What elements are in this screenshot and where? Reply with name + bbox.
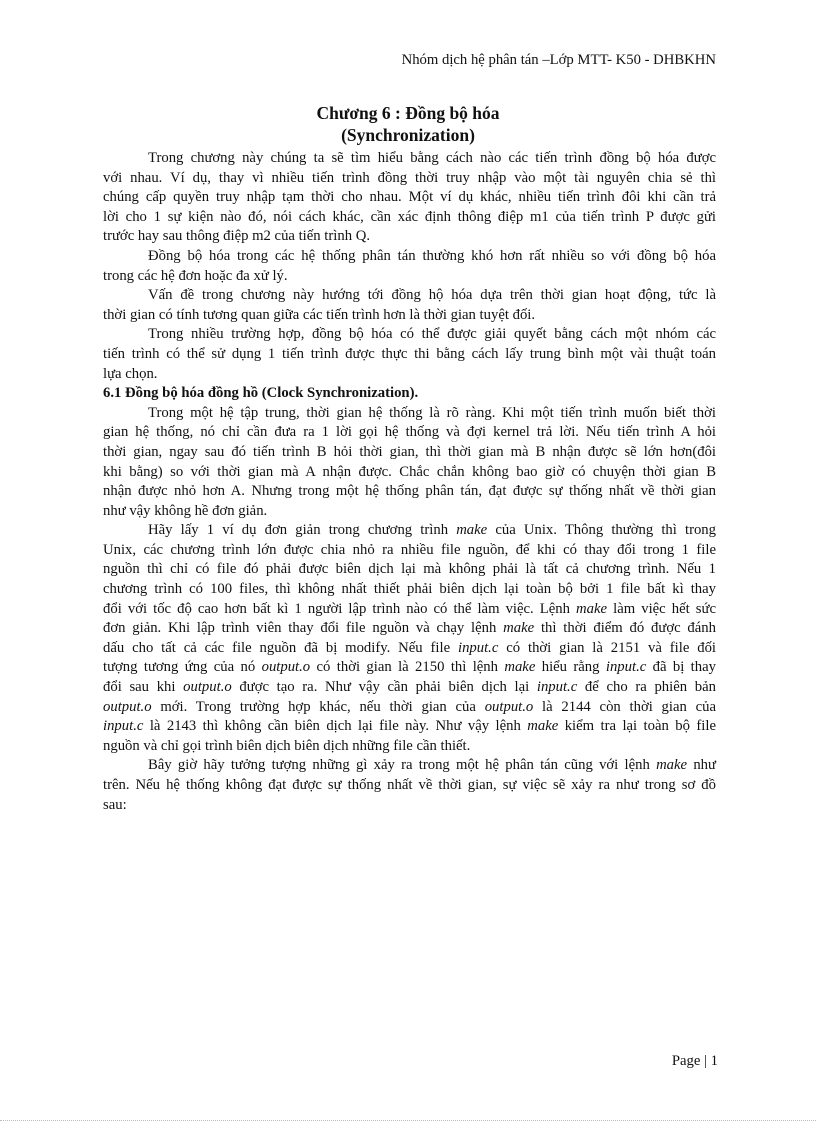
paragraph (103, 149, 716, 247)
text-line: Hãy lấy 1 ví dụ đơn giản trong chương trình make của Unix. Thông thường thì trong (148, 522, 716, 539)
italic-term: make (656, 757, 688, 774)
text-line: đổi sau khi output.o được tạo ra. Như vậy cần phải biên dịch lại input.c để cho ra phiên bản (103, 679, 716, 696)
italic-term: output.o (183, 679, 232, 696)
text-line: input.c là 2143 thì không cần biên dịch lại file này. Như vậy lệnh make kiểm tra lại toàn bộ file (103, 718, 716, 735)
text-line: chúng cấp quyền truy nhập tạm thời cho nhau. Một ví dụ khác, nhiều tiến trình đôi khi cần trả (103, 189, 716, 206)
paragraph (103, 286, 716, 325)
text-line: đổi với tốc độ cao hơn bất kì 1 người lập trình nào có thể làm việc. Lệnh make làm việc hết sức (103, 600, 716, 617)
chapter-title: Chương 6 : Đồng bộ hóa (316, 103, 500, 123)
text-line: Unix, các chương trình lớn được chia nhỏ ra nhiều file nguồn, để khi có thay đổi trong 1 file (103, 541, 716, 558)
paragraph (103, 756, 716, 815)
page-bottom-border (0, 1120, 816, 1121)
italic-term: make (456, 522, 488, 539)
section-heading: 6.1 Đồng bộ hóa đồng hồ (Clock Synchronization). (103, 385, 419, 402)
text-line: đơn giản. Khi lập trình viên thay đổi file nguồn và chạy lệnh make thì thời điểm đó được đánh (103, 620, 716, 637)
italic-term: input.c (457, 639, 499, 656)
text-line: dấu cho tất cả các file nguồn đã bị modify. Nếu file input.c có thời gian là 2151 và file đối (103, 639, 716, 656)
paragraph (103, 247, 716, 286)
text-line: output.o mới. Trong trường hợp khác, nếu thời gian của output.o là 2144 còn thời gian của (103, 698, 716, 715)
text-line: tiến trình có thể sử dụng 1 tiến trình được thực thi bằng cách lấy trung bình một vài thuật toán (103, 345, 716, 362)
italic-term: output.o (261, 659, 311, 676)
text-line: Trong một hệ tập trung, thời gian hệ thống là rõ ràng. Khi một tiến trình muốn biết thời (148, 404, 716, 421)
text-line: nhận được nhỏ hơn A. Nhưng trong một hệ thống phân tán, đạt được sự thống nhất về thời gian (103, 483, 716, 500)
text-line: tượng tương ứng của nó output.o có thời gian là 2150 thì lệnh make hiểu rằng input.c đã bị thay (103, 659, 716, 676)
italic-term: output.o (103, 698, 152, 715)
text-line: Đồng bộ hóa trong các hệ thống phân tán thường khó hơn rất nhiều so với đồng bộ hóa (148, 247, 716, 264)
text-line: chương trình có 100 files, thì không nhất thiết phải biên dịch lại toàn bộ bởi 1 file bất kì thay (103, 581, 716, 598)
italic-term: make (503, 620, 535, 637)
text-line: với nhau. Ví dụ, thay vì nhiều tiến trình đồng thời truy nhập vào một tài nguyên chia sẻ thì (103, 169, 716, 186)
text-line: như vậy không hề đơn giản. (103, 502, 268, 519)
text-line: Bây giờ hãy tưởng tượng những gì xảy ra trong một hệ phân tán cũng với lệnh make như (148, 757, 716, 774)
italic-term: make (576, 600, 608, 617)
text-line: lựa chọn. (103, 365, 158, 382)
text-line: trước hay sau thông điệp m2 của tiến trình Q. (103, 228, 370, 245)
text-line: Vấn đề trong chương này hướng tới đồng hộ hóa dựa trên thời gian hoạt động, tức là (148, 287, 716, 304)
italic-term: output.o (484, 698, 534, 715)
italic-term: input.c (605, 659, 647, 676)
italic-term: input.c (103, 718, 144, 735)
italic-term: input.c (536, 679, 578, 696)
text-line: Trong chương này chúng ta sẽ tìm hiểu bằng cách nào các tiến trình đồng bộ hóa được (148, 150, 716, 166)
paragraph (103, 325, 716, 384)
document-body (103, 149, 716, 815)
chapter-subtitle: (Synchronization) (341, 125, 475, 145)
text-line: Trong nhiều trường hợp, đồng bộ hóa có thể được giải quyết bằng cách một nhóm các (148, 326, 716, 343)
text-line: thời gian, ngay sau đó tiến trình B hỏi thời gian, thì thời gian mà B nhận được sẽ lớn hơn(đôi (103, 443, 716, 460)
text-line: lời cho 1 sự kiện nào đó, nói cách khác, cần xác định thông điệp m1 của tiến trình P được gửi (103, 208, 716, 225)
text-line: trong các hệ đơn hoặc đa xử lý. (103, 267, 288, 284)
paragraph (103, 521, 716, 756)
text-line: khi bằng) so với thời gian mà A nhận được. Chắc chắn không bao giờ có chuyện thời gian B (103, 463, 716, 480)
text-line: gian hệ thống, nó chỉ cần đưa ra 1 lời gọi hệ thống và đợi kernel trả lời. Nếu tiến trình A hỏi (103, 424, 716, 441)
page-number: Page | 1 (671, 1053, 718, 1069)
paragraph (103, 404, 716, 522)
text-line: sau: (103, 796, 127, 813)
italic-term: make (504, 659, 536, 676)
page-header: Nhóm dịch hệ phân tán –Lớp MTT- K50 - DHBKHN (401, 52, 716, 68)
text-line: trên. Nếu hệ thống không đạt được sự thống nhất về thời gian, sự việc sẽ xảy ra như trong sơ đồ (103, 777, 716, 793)
text-line: nguồn và chỉ gọi trình biên dịch biên dịch những file cần thiết. (103, 737, 471, 754)
text-line: thời gian có tính tương quan giữa các tiến trình hơn là thời gian tuyệt đối. (103, 306, 536, 323)
text-line: nguồn thì chỉ có file đó phải được biên dịch lại mà không phải là tất cả chương trình. Nếu 1 (103, 561, 716, 578)
italic-term: make (527, 718, 559, 735)
